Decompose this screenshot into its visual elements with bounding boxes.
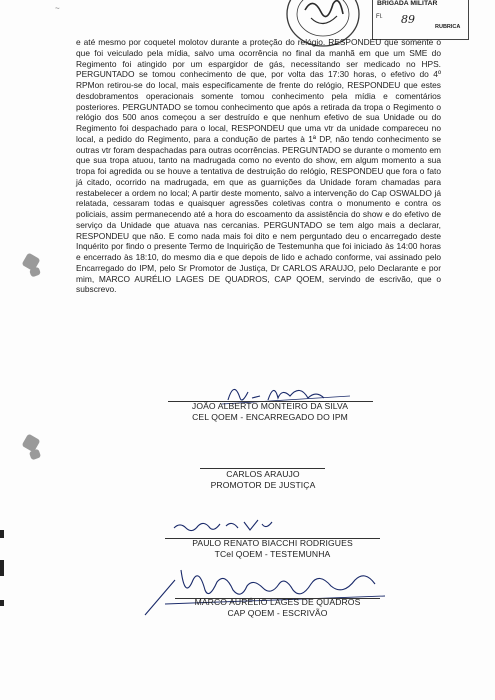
stamp-rubrica-label: RUBRICA [435,24,461,30]
testimony-text [76,37,441,295]
signer-role: TCel QOEM - TESTEMUNHA [214,549,331,559]
signer-role: PROMOTOR DE JUSTIÇA [210,480,316,490]
signer-name: CARLOS ARAUJO [226,469,300,479]
signer-name: PAULO RENATO BIACCHI RODRIGUES [192,538,353,548]
signature-block-3 [155,538,390,560]
stamp-header: BRIGADA MILITAR [377,0,438,7]
signer-name: MARCO AURÉLIO LAGES DE QUADROS [194,597,361,607]
folio-stamp [372,0,469,40]
signer-role: CEL QOEM - ENCARREGADO DO IPM [192,412,348,422]
signer-name: JOÃO ALBERTO MONTEIRO DA SILVA [191,401,349,411]
scan-edge-mark [0,600,4,606]
punch-hole [29,267,41,278]
margin-mark: ~ [55,4,60,13]
scan-edge-mark [0,560,4,576]
stamp-folio-label: Fl. [376,14,383,20]
scan-edge-mark [0,530,4,538]
stamp-folio-number: 89 [401,13,415,26]
signature-scribble-3 [170,510,280,538]
signature-block-1 [158,401,382,423]
signature-block-2 [168,469,358,491]
signature-block-4 [160,597,395,619]
punch-hole [29,449,41,461]
testimony-paragraph: e até mesmo por coquetel molotov durante a proteção do relógio. RESPONDEU que somente o que foi veiculado pela mídia, salvo uma ocorrência no final da manhã em que um SME do Regimento foi atingido por um espargidor de gás, necessitando ser medicado no HPS. PERGUNTADO se tomou conhecimento de que, por volta das 17:30 horas, o efetivo do 4º RPMon retirou-se do local, mais especificamente de frente do relógio, RESPONDEU que estes desdobramentos operacionais somente tomou conhecimento pela mídia e comentários posteriores. PERGUNTADO se tomou conhecimento que após a retirada da tropa o Regimento o relógio dos 500 anos começou a ser destruído e que nenhum efetivo de sua Unidade ou do Regimento foi despachado para o local, RESPONDEU que uma vtr da unidade compareceu no local, a pedido do Regimento, para a condução de partes à 1ª DP, não tendo conhecimento se outras vtr foram despachadas para outras ocorrências. PERGUNTADO se durante o momento em que sua tropa atuou, tanto na madrugada como no evento do show, em algum momento a sua tropa foi agredida ou se houve a tentativa de destruição do relógio, RESPONDEU que fora o fato já citado, ocorrido na madrugada, em que as guarnições da Unidade foram chamadas para restabelecer a ordem no local; A partir deste momento, salvo a intervenção do Cap OSWALDO já relatada, cessaram todas e quaisquer agressões coletivas contra o monumento e contra os policiais, assim permanecendo até a hora do escoamento da assistência do show e do efetivo de serviço da Unidade que atuava nas cercanias. PERGUNTADO se tem algo mais a declarar, RESPONDEU que não. E como nada mais foi dito e nem perguntado deu o encarregado deste Inquérito por findo o presente Termo de Inquirição de Testemunha que foi iniciado às 14:00 horas e encerrado às 18:10, do mesmo dia e que depois de lido e achado conforme, vai assinado pelo Encarregado do IPM, pelo Sr Promotor de Justiça, Dr CARLOS ARAUJO, pelo Declarante e por mim, MARCO AURÉLIO LAGES DE QUADROS, CAP QOEM, servindo de escrivão, que o subscrevo. [76,37,441,295]
signer-role: CAP QOEM - ESCRIVÃO [227,608,328,618]
